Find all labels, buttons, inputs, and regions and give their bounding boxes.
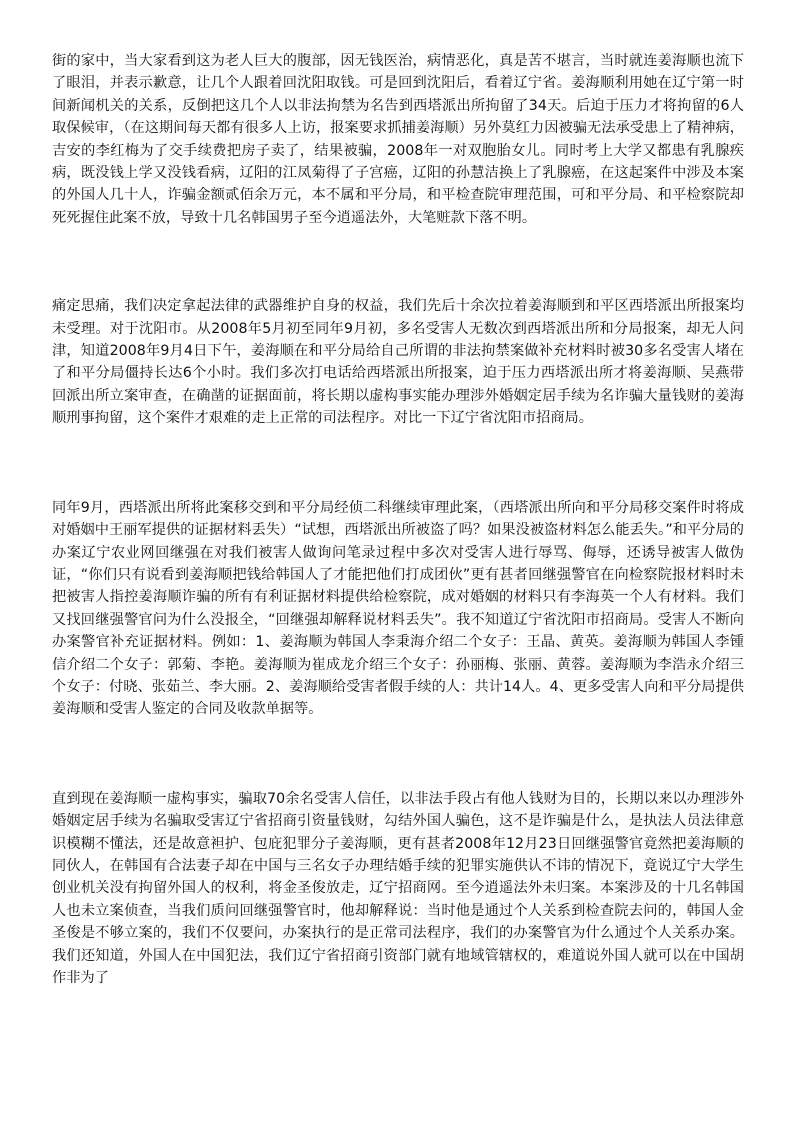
document-page xyxy=(52,50,744,989)
paragraph-4: 直到现在姜海顺一虚构事实，骗取70余名受害人信任，以非法手段占有他人钱财为目的，长期以来以办理涉外婚姻定居手续为名骗取受害辽宁省招商引资量钱财，勾结外国人骗色，这不是诈骗是什么，是执法人员法律意识模糊不懂法，还是故意袒护、包庇犯罪分子姜海顺，更有甚者2008年12月23日回继强警官竟然把姜海顺的同伙人，在韩国有合法妻子却在中国与三名女子办理结婚手续的犯罪实施供认不讳的情况下，竟说辽宁大学生创业机关没有拘留外国人的权利，将金圣俊放走，辽宁招商网。至今逍遥法外未归案。本案涉及的十几名韩国人也未立案侦查，当我们质问回继强警官时，他却解释说：当时他是通过个人关系到检查院去问的，韩国人金圣俊是不够立案的，我们不仅要问，办案执行的是正常司法程序，我们的办案警官为什么通过个人关系办案。我们还知道，外国人在中国犯法，我们辽宁省招商引资部门就有地域管辖权的，难道说外国人就可以在中国胡作非为了 xyxy=(52,790,744,986)
paragraph-1: 街的家中，当大家看到这为老人巨大的腹部，因无钱医治，病情恶化，真是苦不堪言，当时就连姜海顺也流下了眼泪，并表示歉意，让几个人跟着回沈阳取钱。可是回到沈阳后，看着辽宁省。姜海顺利用她在辽宁第一时间新闻机关的关系，反倒把这几个人以非法拘禁为名告到西塔派出所拘留了34天。后迫于压力才将拘留的6人取保候审，（在这期间每天都有很多人上访，报案要求抓捕姜海顺）另外莫红力因被骗无法承受患上了精神病，吉安的李红梅为了交手续费把房子卖了，结果被骗，2008年一对双胞胎女儿。同时考上大学又都患有乳腺疾病，既没钱上学又没钱看病，辽阳的江凤菊得了子宫癌，辽阳的孙慧洁换上了乳腺癌，在这起案件中涉及本案的外国人几十人，诈骗金额贰佰余万元，本不属和平分局，和平检查院审理范围，可和平分局、和平检察院却死死握住此案不放，导致十几名韩国男子至今逍遥法外，大笔赃款下落不明。 xyxy=(52,53,744,226)
paragraph-2: 痛定思痛，我们决定拿起法律的武器维护自身的权益，我们先后十余次拉着姜海顺到和平区西塔派出所报案均未受理。对于沈阳市。从2008年5月初至同年9月初，多名受害人无数次到西塔派出所和分局报案，却无人问津，知道2008年9月4日下午，姜海顺在和平分局给自己所谓的非法拘禁案做补充材料时被30多名受害人堵在了和平分局僵持长达6个小时。我们多次打电话给西塔派出所报案，迫于压力西塔派出所才将姜海顺、吴燕带回派出所立案审查，在确凿的证据面前，将长期以虚构事实能办理涉外婚姻定居手续为名诈骗大量钱财的姜海顺刑事拘留，这个案件才艰难的走上正常的司法程序。对比一下辽宁省沈阳市招商局。 xyxy=(52,298,744,427)
paragraph-3: 同年9月，西塔派出所将此案移交到和平分局经侦二科继续审理此案，（西塔派出所向和平分局移交案件时将成对婚姻中王丽军提供的证据材料丢失）“试想，西塔派出所被盗了吗？如果没被盗材料怎么能丢失。”和平分局的办案辽宁农业网回继强在对我们被害人做询问笔录过程中多次对受害人进行辱骂、侮辱，还诱导被害人做伪证，“你们只有说看到姜海顺把钱给韩国人了才能把他们打成团伙”更有甚者回继强警官在向检察院报材料时未把被害人指控姜海顺诈骗的所有有利证据材料提供给检察院，成对婚姻的材料只有李海英一个人有材料。我们又找回继强警官问为什么没报全，“回继强却解释说材料丢失”。我不知道辽宁省沈阳市招商局。受害人不断向办案警官补充证据材料。例如：1、姜海顺为韩国人李秉海介绍二个女子：王晶、黄英。姜海顺为韩国人李锺信介绍二个女子：郭菊、李艳。姜海顺为崔成龙介绍三个女子：孙丽梅、张丽、黄蓉。姜海顺为李浩永介绍三个女子：付晓、张茹兰、李大丽。2、姜海顺给受害者假手续的人：共计14人。4、更多受害人向和平分局提供姜海顺和受害人鉴定的合同及收款单据等。 xyxy=(52,499,744,718)
